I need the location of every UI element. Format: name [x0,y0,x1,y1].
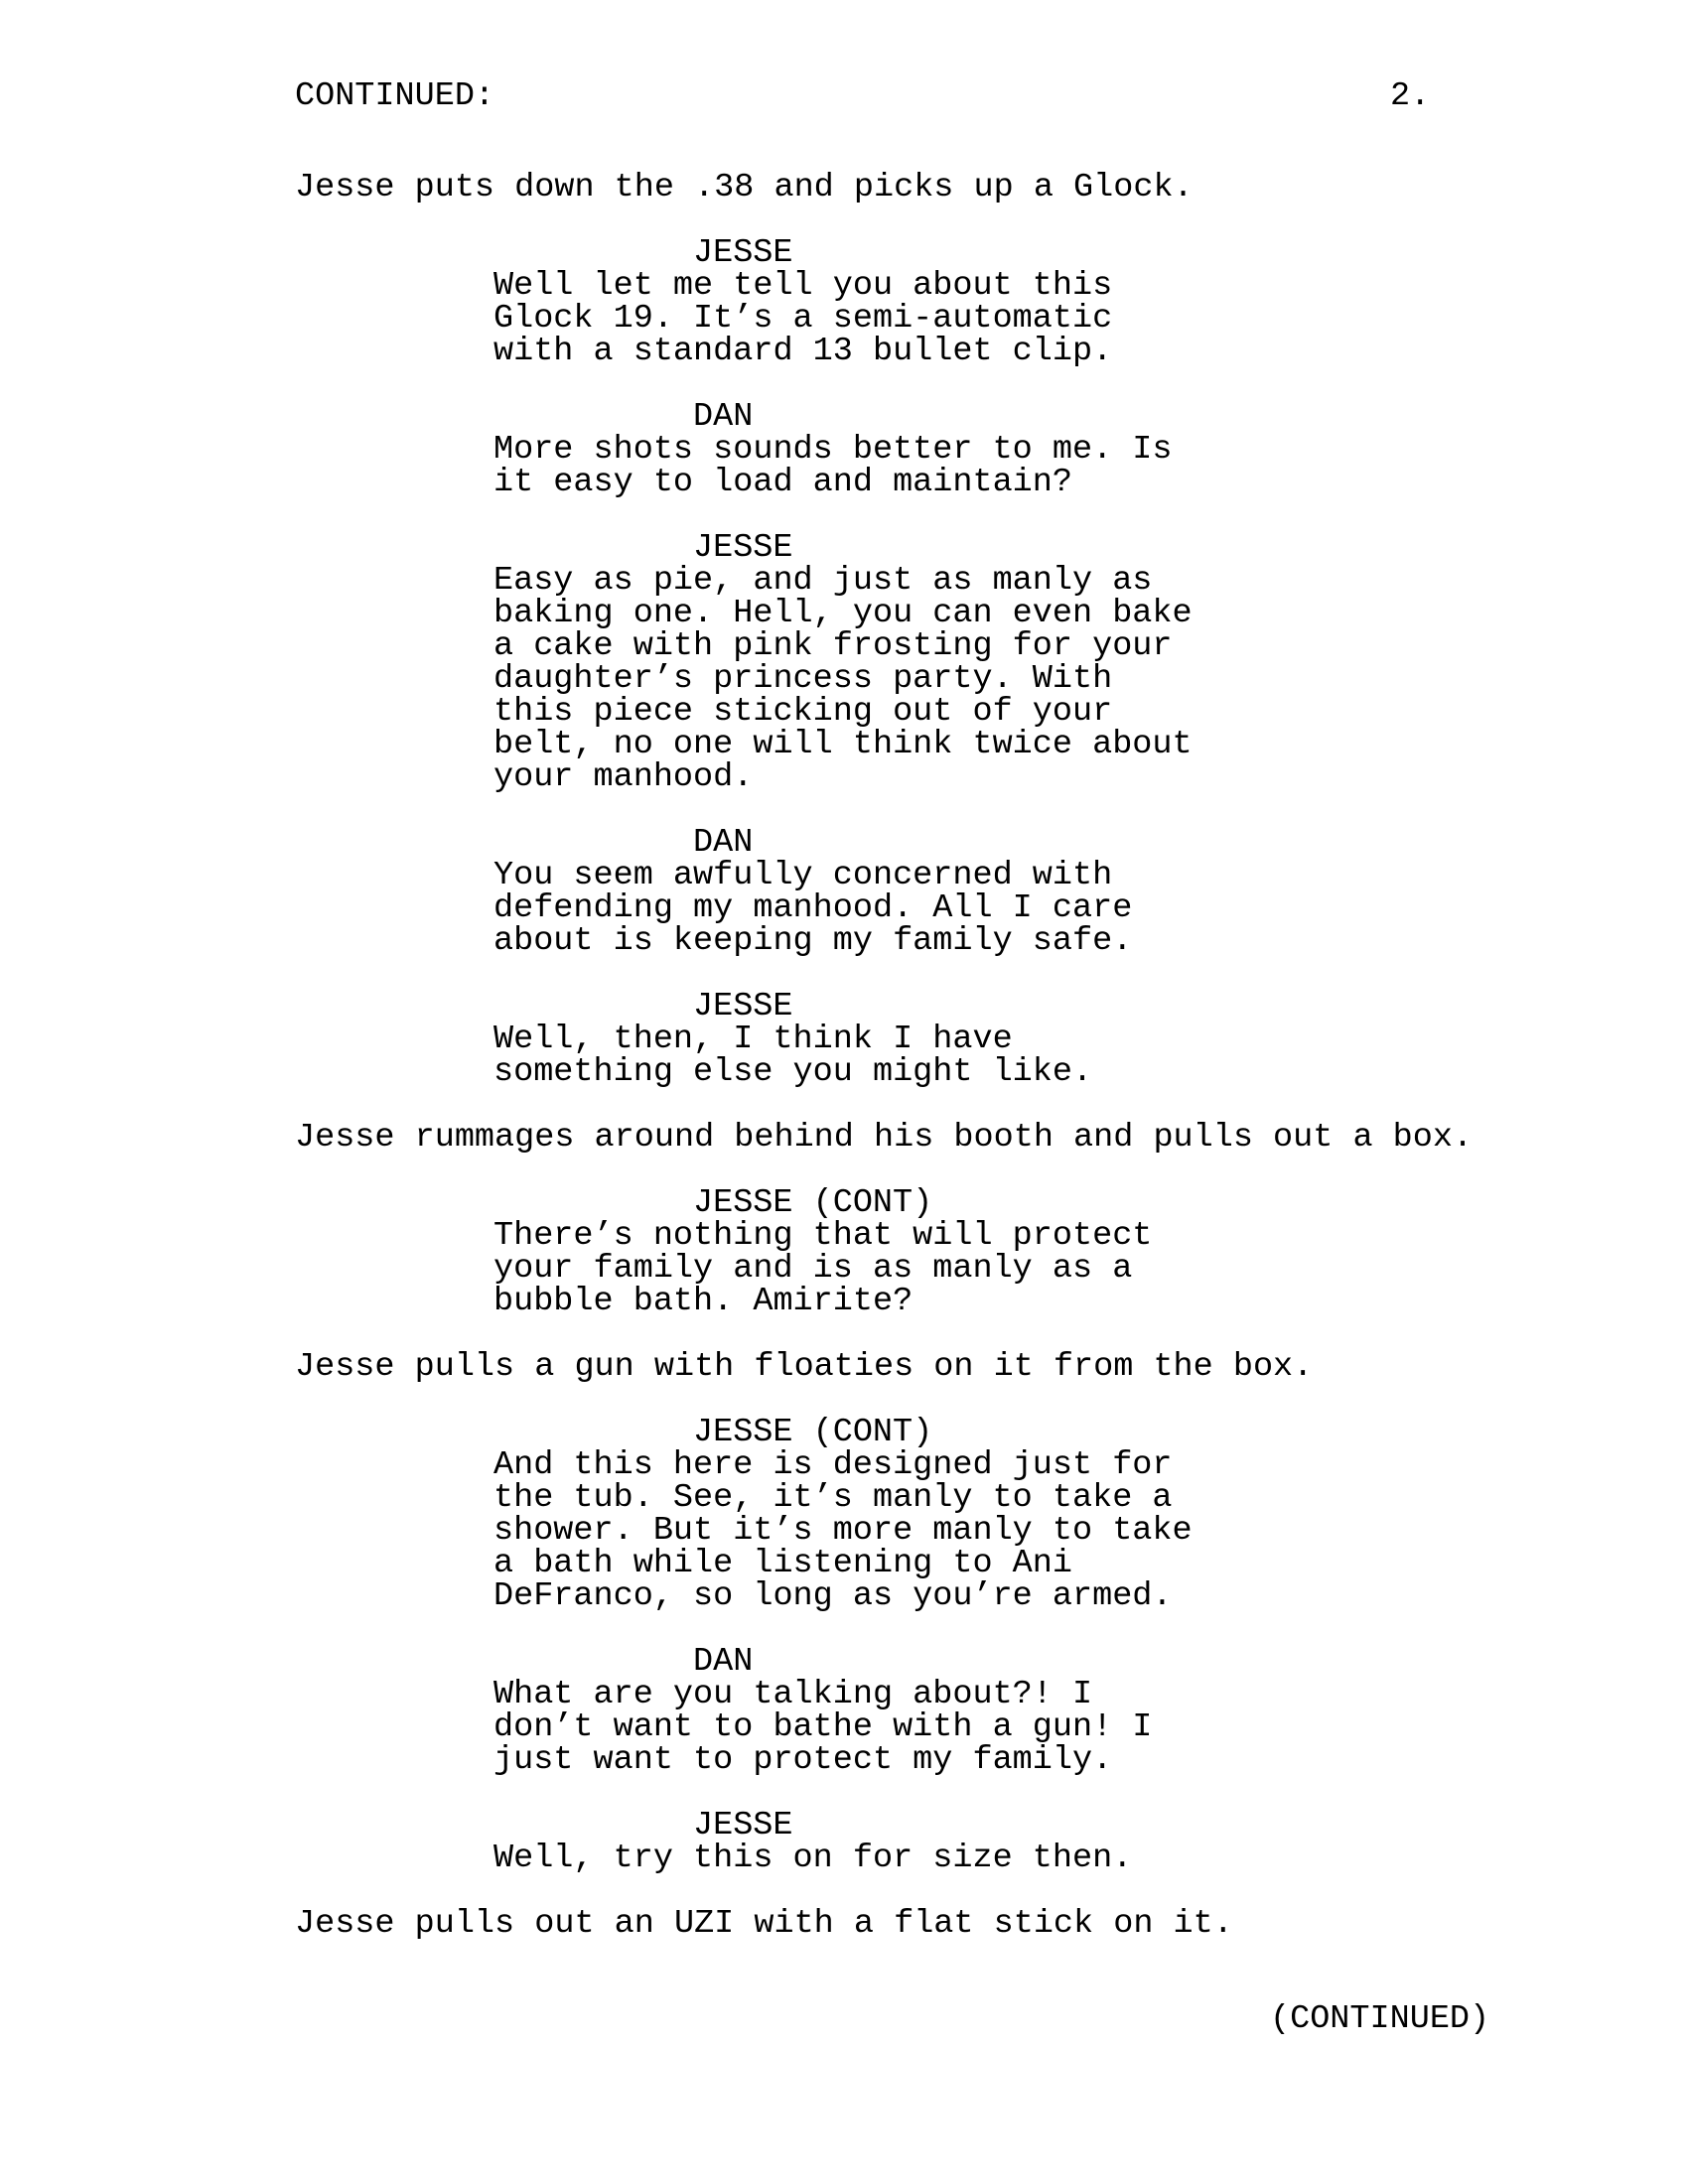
dialogue-line: You seem awfully concerned with [493,857,1113,894]
action-text [295,1119,1486,1157]
action-line: Jesse pulls a gun with floaties on it from the box. [295,1348,1314,1386]
action-line: Jesse rummages around behind his booth and pulls out a box. [295,1119,1474,1157]
dialogue-line: about is keeping my family safe. [493,922,1133,960]
dialogue-text [493,431,1173,501]
action-block [0,1348,1688,1386]
action-block [0,1905,1688,1943]
dialogue-line: don’t want to bathe with a gun! I [493,1708,1153,1746]
dialogue-block [0,1643,1688,1779]
character-name: JESSE [693,529,793,567]
character-name: JESSE [693,1807,793,1844]
dialogue-block [0,234,1688,370]
dialogue-line: There’s nothing that will protect [493,1217,1153,1255]
dialogue-line: baking one. Hell, you can even bake [493,595,1193,632]
dialogue-line: the tub. See, it’s manly to take a [493,1479,1173,1517]
action-line: Jesse pulls out an UZI with a flat stick on it. [295,1905,1233,1943]
continued-footer: (CONTINUED) [1270,2000,1490,2038]
dialogue-block [0,824,1688,960]
dialogue-line: Well, then, I think I have [493,1021,1013,1058]
action-text [295,1348,1486,1386]
dialogue-text [493,1676,1153,1779]
continued-header: CONTINUED: [295,77,495,115]
dialogue-line: Glock 19. It’s a semi-automatic [493,300,1113,338]
dialogue-line: daughter’s princess party. With [493,660,1113,698]
dialogue-text [493,1446,1193,1615]
dialogue-line: your family and is as manly as a [493,1250,1133,1288]
dialogue-block [0,1184,1688,1320]
character-name: JESSE [693,988,793,1025]
character-name: JESSE [693,234,793,272]
dialogue-line: this piece sticking out of your [493,693,1113,731]
dialogue-line: More shots sounds better to me. Is [493,431,1173,469]
action-line: Jesse puts down the .38 and picks up a Glock. [295,169,1194,206]
character-name: DAN [693,398,754,436]
dialogue-block [0,988,1688,1091]
dialogue-line: bubble bath. Amirite? [493,1283,914,1320]
dialogue-text [493,1217,1153,1320]
script-body [0,169,1688,1943]
dialogue-line: with a standard 13 bullet clip. [493,333,1113,370]
character-name: JESSE (CONT) [693,1414,933,1451]
action-block [0,169,1688,206]
dialogue-line: it easy to load and maintain? [493,464,1072,501]
character-name: JESSE (CONT) [693,1184,933,1222]
dialogue-text [493,1021,1093,1091]
dialogue-line: defending my manhood. All I care [493,889,1133,927]
page-number: 2. [1390,77,1431,115]
dialogue-line: Easy as pie, and just as manly as [493,562,1153,600]
dialogue-block [0,1414,1688,1615]
dialogue-block [0,529,1688,796]
dialogue-text [493,267,1113,370]
dialogue-line: Well, try this on for size then. [493,1840,1133,1877]
dialogue-line: a cake with pink frosting for your [493,627,1173,665]
dialogue-line: just want to protect my family. [493,1741,1113,1779]
character-name: DAN [693,824,754,862]
dialogue-line: a bath while listening to Ani [493,1545,1072,1582]
dialogue-line: shower. But it’s more manly to take [493,1512,1193,1550]
dialogue-line: Well let me tell you about this [493,267,1113,305]
dialogue-text [493,562,1193,796]
character-name: DAN [693,1643,754,1681]
action-text [295,1905,1486,1943]
dialogue-text [493,857,1133,960]
action-block [0,1119,1688,1157]
dialogue-block [0,398,1688,501]
action-text [295,169,1486,206]
dialogue-line: your manhood. [493,758,754,796]
dialogue-line: What are you talking about?! I [493,1676,1093,1713]
dialogue-line: DeFranco, so long as you’re armed. [493,1577,1173,1615]
dialogue-line: And this here is designed just for [493,1446,1173,1484]
dialogue-line: something else you might like. [493,1053,1093,1091]
dialogue-line: belt, no one will think twice about [493,726,1193,763]
dialogue-block [0,1807,1688,1877]
dialogue-text [493,1840,1133,1877]
